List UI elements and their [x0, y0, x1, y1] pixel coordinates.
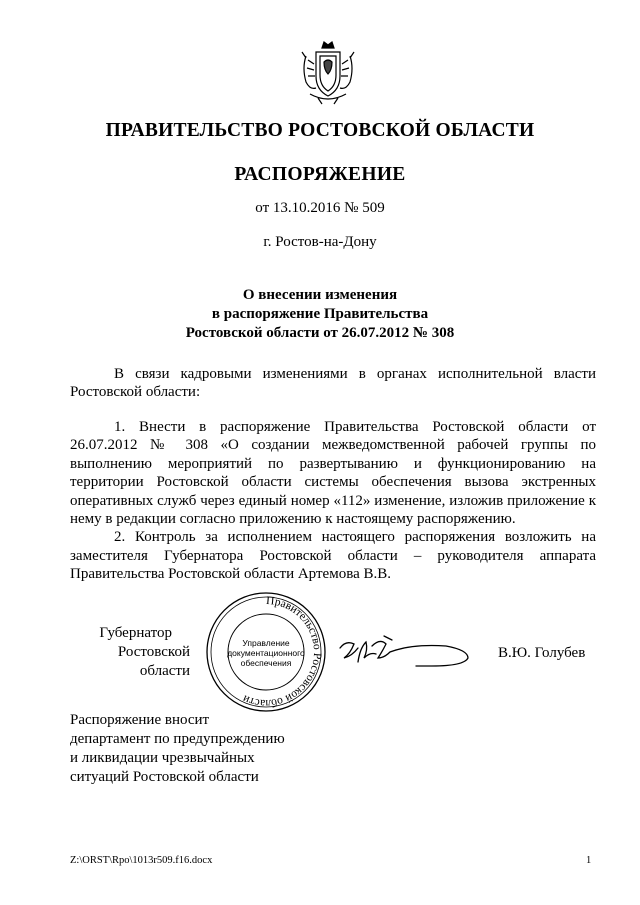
coat-of-arms-emblem: [296, 38, 360, 106]
submitter-note-line: ситуаций Ростовской области: [70, 769, 259, 785]
body-item-1: 1. Внести в распоряжение Правительства Ростовской области от 26.07.2012 № 308 «О создании межведомственной рабочей группы по выполнению мероприятий по развертыванию и функционированию на территории Ростовской области системы обеспечения вызова экстренных оперативных служб через единый номер «112» изменение, изложив приложение к нему в редакции согласно приложению к настоящему распоряжению.: [70, 419, 596, 528]
document-subject: [0, 286, 640, 343]
footer-page-number: 1: [586, 855, 592, 866]
subject-line: О внесении изменения: [242, 287, 398, 303]
submitter-note: [70, 711, 285, 787]
subject-line: в распоряжение Правительства: [211, 306, 429, 322]
handwritten-signature: [336, 628, 476, 674]
document-city: г. Ростов-на-Дону: [263, 234, 377, 250]
document-date-number: от 13.10.2016 № 509: [255, 200, 385, 216]
submitter-note-line: и ликвидации чрезвычайных: [70, 750, 255, 766]
stamp-ring-text: Правительство Ростовской области: [241, 594, 324, 710]
official-stamp-seal: [204, 590, 328, 714]
document-type-title: РАСПОРЯЖЕНИЕ: [234, 164, 406, 185]
document-preamble: [70, 365, 596, 402]
preamble-paragraph: В связи кадровыми изменениями в органах исполнительной власти Ростовской области:: [70, 366, 596, 401]
stamp-inner-text: документационного: [227, 648, 305, 658]
signatory-title-line: Ростовской области: [117, 644, 190, 679]
signatory-name: В.Ю. Голубев: [498, 645, 586, 661]
submitter-note-line: Распоряжение вносит: [70, 712, 210, 728]
document-body-items: [70, 418, 596, 584]
signatory-title-line: Губернатор: [99, 625, 172, 641]
subject-line: Ростовской области от 26.07.2012 № 308: [185, 325, 455, 341]
stamp-inner-text: Управление: [242, 638, 290, 648]
signatory-title: [70, 624, 190, 681]
submitter-note-line: департамент по предупреждению: [70, 731, 285, 747]
organization-title: ПРАВИТЕЛЬСТВО РОСТОВСКОЙ ОБЛАСТИ: [105, 120, 535, 141]
footer-file-path: Z:\ORST\Rpo\1013r509.f16.docx: [70, 855, 213, 866]
body-item-2: 2. Контроль за исполнением настоящего распоряжения возложить на заместителя Губернатора Ростовской области – руководителя аппарата Правительства Ростовской области Артемова В.В.: [70, 529, 596, 583]
stamp-inner-text: обеспечения: [240, 658, 292, 668]
